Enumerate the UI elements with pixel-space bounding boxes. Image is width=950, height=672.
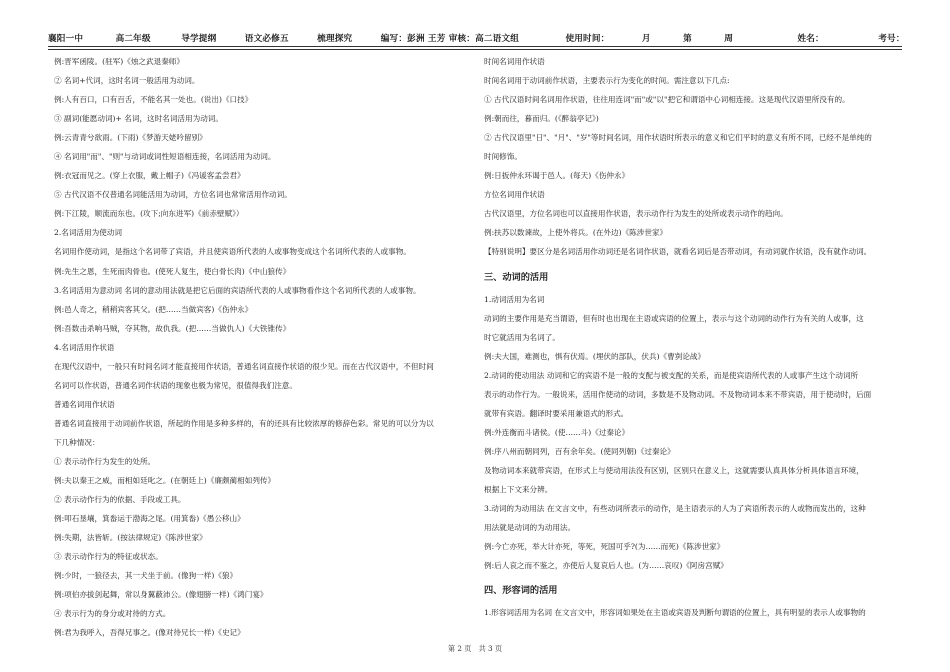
- text-line: 例:外连衡而斗诸侯。(使……斗)《过秦论》: [484, 427, 630, 437]
- text-line: 根据上下文来分辨。: [484, 484, 553, 494]
- text-line: 例:序八州而朝同列，百有余年矣。(使同列朝)《过秦论》: [484, 446, 675, 456]
- page-footer: 第 2 页 共 3 页: [447, 644, 503, 653]
- text-line: ④ 名词用"而"、"则"与动词或词性短语相连接，名词活用为动词。: [54, 152, 276, 162]
- text-line: ① 古代汉语时间名词用作状语，往往用连词"而"或"以"把它和谓语中心词相连接。这是现代汉语里所没有的。: [484, 95, 850, 105]
- subsection-title: 2.名词活用为使动词: [54, 228, 122, 238]
- header-course: 语文必修五: [244, 34, 289, 44]
- text-line: ② 古代汉语里"日"、"月"、"岁"等时间名词，用作状语时所表示的意义和它们平时的意义有所不同，已经不是单纯的: [484, 133, 872, 143]
- text-line: 例:云青青兮欲雨。(下雨)《梦游天姥吟留别》: [54, 133, 207, 143]
- subsection-title: 1.形容词活用为名词 在文言文中，形容词如果处在主语或宾语及判断句谓语的位置上，具有明显的表示人或事物的: [484, 608, 866, 618]
- text-line: 例:扶苏以数谏故，上使外将兵。(在外边)《陈涉世家》: [484, 228, 668, 238]
- subsection-title: 方位名词用作状语: [484, 190, 545, 200]
- header-topic: 梳理探究: [317, 34, 353, 44]
- header-week-label: 第: [683, 34, 692, 44]
- text-line: 时它就活用为名词了。: [484, 332, 560, 342]
- text-line: ③ 表示动作行为的特征或状态。: [54, 552, 163, 562]
- header-grade: 高二年级: [115, 34, 151, 44]
- subsection-title: 3.动词的为动用法 在文言文中，有些动词所表示的动作，是主语表示的人为了宾语所表示的人或物而发出的，这种: [484, 504, 866, 514]
- text-line: ② 表示动作行为的依据、手段或工具。: [54, 495, 186, 505]
- text-line: 例:叩石垦壤，箕畚运于渤海之尾。(用箕畚)《愚公移山》: [54, 514, 245, 524]
- header-id-label: 考号：: [878, 34, 905, 44]
- text-line: ③ 副词(能愿动词)+ 名词，这时名词活用为动词。: [54, 114, 223, 124]
- text-line: 就带有宾语。翻译时要采用兼语式的形式。: [484, 408, 629, 418]
- text-line: 例:君为我呼入，吾得兄事之。(像对待兄长一样)《史记》: [54, 628, 245, 638]
- text-line: 普通名词用作状语: [54, 399, 115, 409]
- subsection-title: 2.动词的使动用法 动词和它的宾语不是一般的支配与被支配的关系，而是使宾语所代表的人或事产生这个动词所: [484, 370, 859, 380]
- header-name-label: 姓名：: [797, 34, 824, 44]
- text-line: ① 表示动作行为发生的处所。: [54, 456, 156, 466]
- text-line: 及物动词本来就带宾语，在形式上与使动用法没有区别，区别只在意义上，这就需要认真具体分析具体语言环境，: [484, 465, 864, 475]
- page-header: [48, 32, 908, 46]
- header-authors: 编写：彭洲 王芳 审核：高二语文组: [380, 34, 520, 44]
- header-month: 月: [641, 34, 651, 44]
- header-week: 周: [724, 34, 734, 44]
- header-doc-type: 导学提纲: [181, 34, 217, 44]
- text-line: ④ 表示行为的身分或对待的方式。: [54, 609, 171, 619]
- text-line: 下几种情况：: [54, 437, 100, 447]
- text-line: 表示的动作行为。一般说来，活用作使动的动词，多数是不及物动词。不及物动词本来不带宾语，用于使动时，后面: [484, 389, 872, 399]
- header-school: 襄阳一中: [48, 34, 84, 44]
- text-line: 例:夫以秦王之威，而相如廷叱之。(在朝廷上)《廉颇蔺相如列传》: [54, 476, 276, 486]
- text-line: 时间名词用于动词前作状语，主要表示行为变化的时间。需注意以下几点:: [484, 76, 730, 86]
- text-line: 例:日扳仲永环谒于邑人。(每天)《伤仲永》: [484, 171, 630, 181]
- text-line: 例:朝而往，暮而归。(《醉翁亭记》): [484, 114, 599, 124]
- text-line: 例:失期，法皆斩。(按法律规定)《陈涉世家》: [54, 533, 207, 543]
- text-line: 例:衣冠而见之。(穿上衣服，戴上帽子)《冯谖客孟尝君》: [54, 171, 245, 181]
- subsection-title: 4.名词活用作状语: [54, 342, 115, 352]
- subsection-title: 3.名词活用为意动词 名词的意动用法就是把它后面的宾语所代表的人或事物看作这个名词所代表的人或事物。: [54, 285, 421, 295]
- right-column: [484, 52, 902, 622]
- text-line: 例:晋军函陵。(驻军)《烛之武退秦师》: [54, 57, 184, 66]
- header-rule-thin: [48, 49, 902, 50]
- section-heading: 三、动词的活用: [484, 271, 549, 283]
- text-line: 例:夫大国，难测也，惧有伏焉。(埋伏的部队，伏兵)《曹刿论战》: [484, 351, 706, 361]
- text-line: 名词可以作状语，普通名词作状语的现象也极为常见，很值得我们注意。: [54, 380, 297, 390]
- header-rule: [48, 46, 902, 47]
- header-use-time-label: 使用时间：: [565, 34, 610, 44]
- text-line: 动词的主要作用是充当谓语，但有时也出现在主语或宾语的位置上，表示与这个动词的动作行为有关的人或事，这: [484, 313, 864, 323]
- text-line: 时间修饰。: [484, 152, 522, 162]
- text-line: 例:吾数击杀响马贼，夺其物，故仇我。(把……当做仇人)《大铁锥传》: [54, 323, 291, 333]
- special-note: 【特别说明】要区分是名词活用作动词还是名词作状语，就看名词后是否带动词，有动词就作状语，没有就作动词。: [484, 247, 872, 257]
- left-column: [54, 52, 454, 642]
- text-line: 用法就是动词的为动用法。: [484, 523, 576, 533]
- text-line: 例:少时，一狼径去，其一犬坐于前。(像狗一样)《狼》: [54, 571, 238, 581]
- text-line: 例:邑人奇之，稍稍宾客其父。(把……当做宾客)《伤仲永》: [54, 304, 253, 314]
- text-line: 例:下江陵，顺流而东也。(攻下;向东进军)《前赤壁赋》）: [54, 209, 244, 219]
- text-line: ⑤ 古代汉语不仅普通名词能活用为动词，方位名词也常常活用作动词。: [54, 190, 292, 200]
- text-line: ② 名词+代词，这时名词一般活用为动词。: [54, 76, 200, 86]
- section-heading: 四、形容词的活用: [484, 585, 558, 597]
- text-line: 例:今亡亦死，举大计亦死，等死，死国可乎?(为……而死)《陈涉世家》: [484, 542, 725, 552]
- text-line: 普通名词直接用于动词前作状语，所起的作用是多种多样的，有的还具有比较浓厚的修辞色彩。常见的可以分为以: [54, 418, 434, 428]
- text-line: 在现代汉语中，一般只有时间名词才能直接用作状语，普通名词直接作状语的很少见。而在古代汉语中，不但时间: [54, 361, 434, 371]
- text-line: 名词用作使动词，是指这个名词带了宾语，并且使宾语所代表的人或事物变成这个名词所代表的人或事物。: [54, 247, 411, 257]
- text-line: 例:项伯亦拔剑起舞，常以身翼蔽沛公。(像翅膀一样)《鸿门宴》: [54, 590, 268, 600]
- text-line: 古代汉语里，方位名词也可以直接用作状语，表示动作行为发生的处所或表示动作的趋向。: [484, 209, 788, 219]
- subsection-title: 1.动词活用为名词: [484, 294, 545, 304]
- text-line: 例:先生之恩，生死而肉骨也。(使死人复生，使白骨长肉)《中山狼传》: [54, 266, 291, 276]
- text-line: 例:人有百口，口有百舌，不能名其一处也。(说出)《口技》: [54, 95, 253, 105]
- text-line: 例:后人哀之而不鉴之，亦使后人复哀后人也。(为……哀叹)《阿房宫赋》: [484, 561, 728, 571]
- subsection-title: 时间名词用作状语: [484, 57, 545, 66]
